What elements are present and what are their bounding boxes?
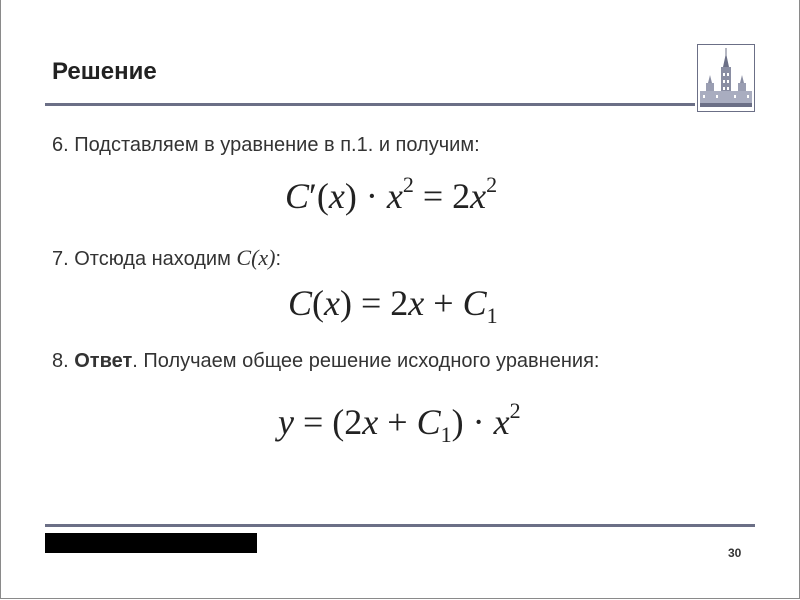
- title-divider: [45, 103, 695, 106]
- step-8-text: [52, 350, 599, 373]
- step-7-suffix: :: [275, 248, 282, 270]
- slide-title: Решение: [52, 58, 157, 85]
- footer-divider: [45, 524, 755, 527]
- step-6-text: 6. Подставляем в уравнение в п.1. и получим:: [52, 134, 480, 156]
- step-8-answer-label: Ответ: [74, 350, 133, 372]
- step-8-prefix: 8.: [52, 350, 75, 372]
- formula-substitution: $C'(x) \cdot x^2 = 2x^2$: [285, 172, 498, 216]
- step-7-prefix: 7. Отсюда находим: [52, 248, 237, 270]
- formula-general-solution: $y = (2x + C_1) \cdot x^2$: [278, 398, 521, 447]
- page-number: 30: [728, 546, 742, 560]
- step-7-text: [52, 245, 281, 271]
- university-building-icon: [697, 44, 755, 112]
- step-7-math: C(x): [236, 245, 276, 270]
- redaction-bar: [45, 533, 257, 553]
- step-8-suffix: . Получаем общее решение исходного уравнения:: [132, 350, 600, 372]
- formula-cx: $C(x) = 2x + C_1$: [288, 283, 498, 328]
